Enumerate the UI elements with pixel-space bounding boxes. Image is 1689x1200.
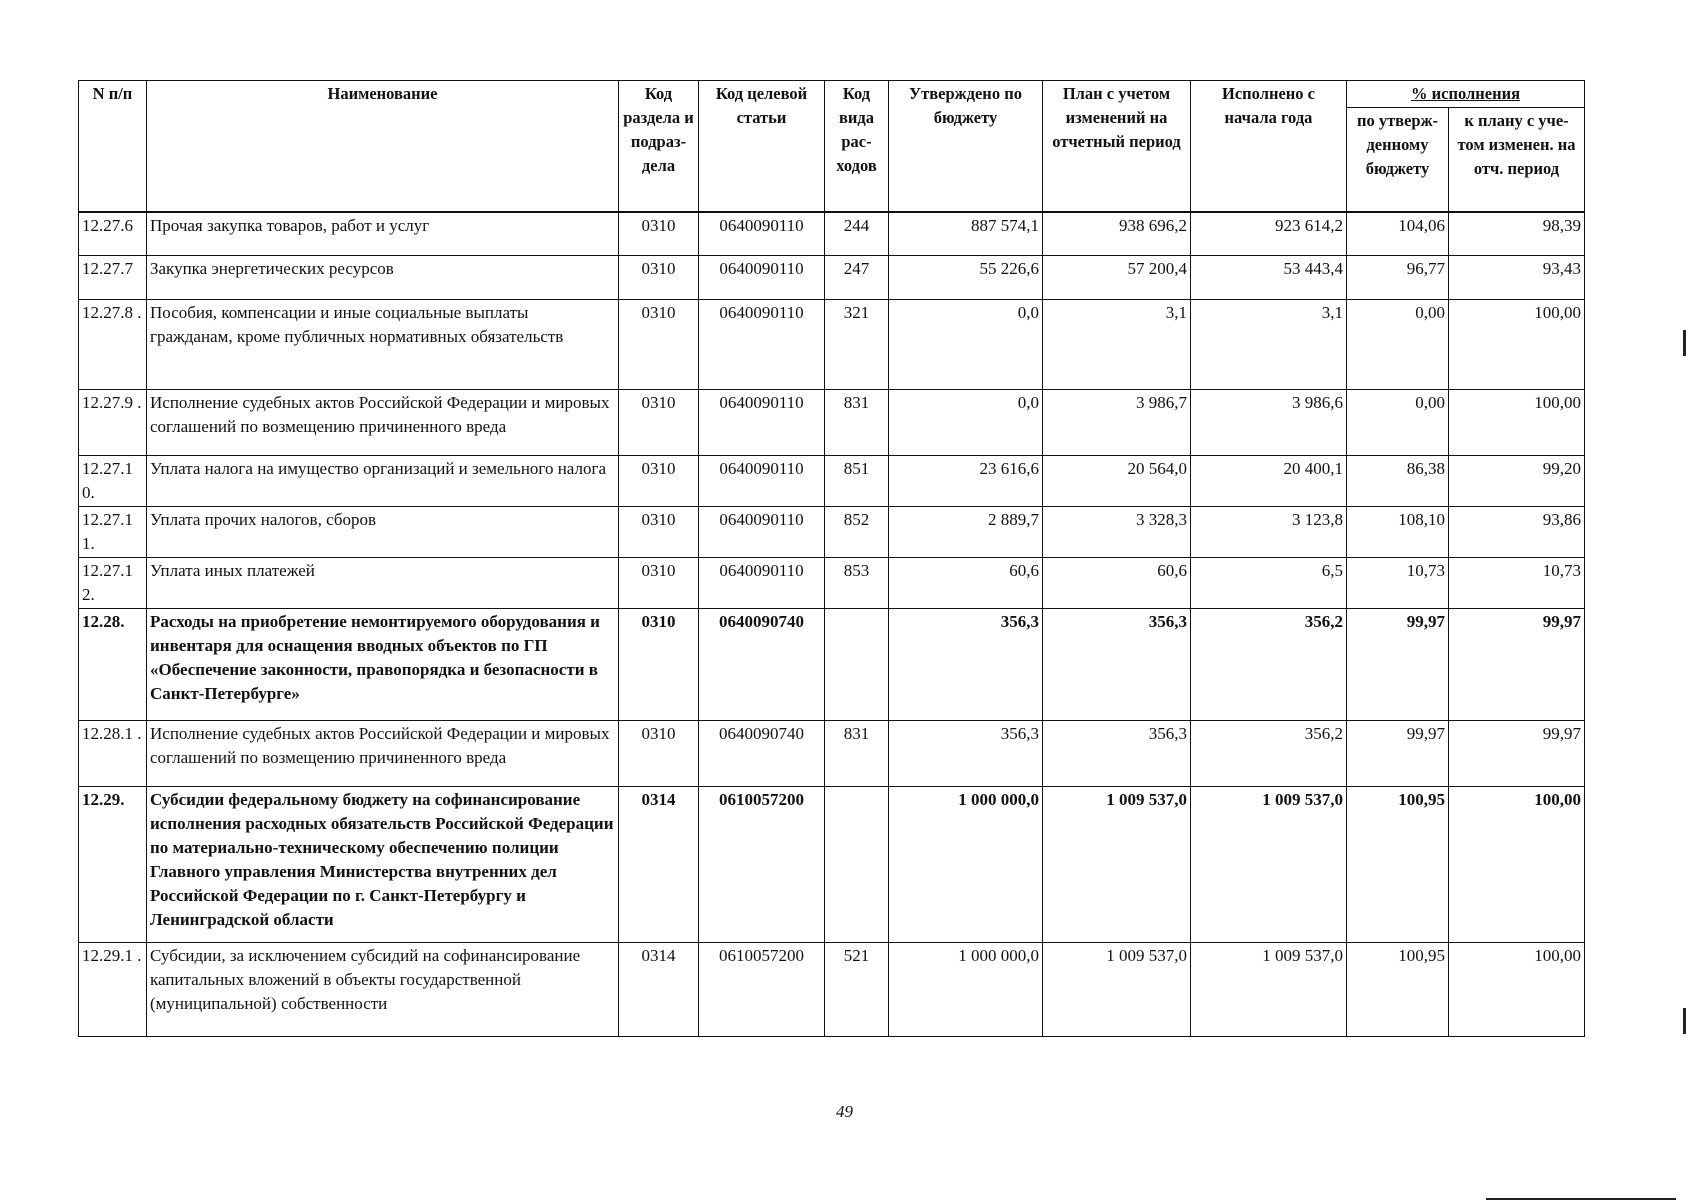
row-section-code: 0310 <box>619 721 699 787</box>
row-plan: 356,3 <box>1043 721 1191 787</box>
row-number: 12.27.1 1. <box>79 507 147 558</box>
row-kind-code: 853 <box>825 558 889 609</box>
table-row <box>79 721 1585 787</box>
row-pct-plan: 99,97 <box>1449 609 1585 721</box>
row-plan: 1 009 537,0 <box>1043 943 1191 1037</box>
row-approved: 0,0 <box>889 390 1043 456</box>
header-approved: Утверждено по бюджету <box>889 81 1043 212</box>
row-number: 12.27.6 <box>79 212 147 256</box>
row-plan: 356,3 <box>1043 609 1191 721</box>
row-name: Прочая закупка товаров, работ и услуг <box>147 212 619 256</box>
row-section-code: 0310 <box>619 507 699 558</box>
row-approved: 1 000 000,0 <box>889 943 1043 1037</box>
row-target-code: 0640090110 <box>699 558 825 609</box>
row-executed: 923 614,2 <box>1191 212 1347 256</box>
row-pct-plan: 100,00 <box>1449 943 1585 1037</box>
row-name: Уплата иных платежей <box>147 558 619 609</box>
row-plan: 3 328,3 <box>1043 507 1191 558</box>
row-approved: 55 226,6 <box>889 256 1043 300</box>
row-kind-code: 321 <box>825 300 889 390</box>
header-pct-group: % исполнения <box>1347 81 1585 108</box>
row-target-code: 0640090110 <box>699 300 825 390</box>
row-executed: 3 123,8 <box>1191 507 1347 558</box>
row-approved: 356,3 <box>889 609 1043 721</box>
header-name: Наименование <box>147 81 619 212</box>
row-section-code: 0310 <box>619 256 699 300</box>
row-plan: 3 986,7 <box>1043 390 1191 456</box>
row-target-code: 0640090110 <box>699 390 825 456</box>
row-target-code: 0640090740 <box>699 609 825 721</box>
table-row <box>79 609 1585 721</box>
row-kind-code: 852 <box>825 507 889 558</box>
row-number: 12.27.9 . <box>79 390 147 456</box>
scan-mark-right-top <box>1683 330 1686 356</box>
header-target-code: Код целевой статьи <box>699 81 825 212</box>
header-executed: Исполнено с начала года <box>1191 81 1347 212</box>
row-pct-budget: 104,06 <box>1347 212 1449 256</box>
row-executed: 356,2 <box>1191 721 1347 787</box>
row-executed: 6,5 <box>1191 558 1347 609</box>
row-executed: 356,2 <box>1191 609 1347 721</box>
row-pct-budget: 99,97 <box>1347 609 1449 721</box>
row-target-code: 0640090110 <box>699 256 825 300</box>
row-executed: 53 443,4 <box>1191 256 1347 300</box>
table-row <box>79 256 1585 300</box>
header-pct-plan: к плану с уче- том изменен. на отч. период <box>1449 108 1585 212</box>
table-body <box>79 212 1585 1037</box>
row-pct-plan: 100,00 <box>1449 390 1585 456</box>
row-kind-code <box>825 609 889 721</box>
table-row <box>79 558 1585 609</box>
row-kind-code <box>825 787 889 943</box>
row-number: 12.27.1 0. <box>79 456 147 507</box>
row-name: Закупка энергетических ресурсов <box>147 256 619 300</box>
row-section-code: 0314 <box>619 943 699 1037</box>
table-row <box>79 507 1585 558</box>
row-name: Уплата прочих налогов, сборов <box>147 507 619 558</box>
table-row <box>79 300 1585 390</box>
row-name: Уплата налога на имущество организаций и земельного налога <box>147 456 619 507</box>
row-pct-budget: 99,97 <box>1347 721 1449 787</box>
row-plan: 3,1 <box>1043 300 1191 390</box>
header-pct-budget: по утверж- денному бюджету <box>1347 108 1449 212</box>
row-kind-code: 244 <box>825 212 889 256</box>
row-name: Субсидии федеральному бюджету на софинансирование исполнения расходных обязательств Российской Федерации по материально-техническому обеспечению полиции Главного управления Министерства внутренних дел Российской Федерации по г. Санкт-Петербургу и Ленинградской области <box>147 787 619 943</box>
row-approved: 2 889,7 <box>889 507 1043 558</box>
table-row <box>79 943 1585 1037</box>
row-executed: 20 400,1 <box>1191 456 1347 507</box>
row-executed: 3,1 <box>1191 300 1347 390</box>
row-number: 12.28.1 . <box>79 721 147 787</box>
row-kind-code: 851 <box>825 456 889 507</box>
row-plan: 1 009 537,0 <box>1043 787 1191 943</box>
row-pct-plan: 99,97 <box>1449 721 1585 787</box>
budget-execution-table <box>78 80 1585 1037</box>
row-approved: 887 574,1 <box>889 212 1043 256</box>
row-approved: 60,6 <box>889 558 1043 609</box>
row-section-code: 0310 <box>619 212 699 256</box>
row-plan: 938 696,2 <box>1043 212 1191 256</box>
row-plan: 57 200,4 <box>1043 256 1191 300</box>
table-row <box>79 390 1585 456</box>
row-approved: 1 000 000,0 <box>889 787 1043 943</box>
scan-mark-right-bottom <box>1683 1008 1686 1034</box>
row-target-code: 0610057200 <box>699 943 825 1037</box>
header-kind-code: Код вида рас- ходов <box>825 81 889 212</box>
row-pct-plan: 93,43 <box>1449 256 1585 300</box>
row-name: Исполнение судебных актов Российской Федерации и мировых соглашений по возмещению причиненного вреда <box>147 390 619 456</box>
row-approved: 356,3 <box>889 721 1043 787</box>
row-kind-code: 831 <box>825 721 889 787</box>
row-name: Расходы на приобретение немонтируемого оборудования и инвентаря для оснащения вводных объектов по ГП «Обеспечение законности, правопорядка и безопасности в Санкт-Петербурге» <box>147 609 619 721</box>
row-pct-plan: 100,00 <box>1449 300 1585 390</box>
row-kind-code: 521 <box>825 943 889 1037</box>
row-pct-budget: 0,00 <box>1347 300 1449 390</box>
row-pct-budget: 96,77 <box>1347 256 1449 300</box>
row-section-code: 0310 <box>619 558 699 609</box>
row-target-code: 0640090110 <box>699 212 825 256</box>
row-name: Субсидии, за исключением субсидий на софинансирование капитальных вложений в объекты государственной (муниципальной) собственности <box>147 943 619 1037</box>
row-section-code: 0314 <box>619 787 699 943</box>
row-kind-code: 247 <box>825 256 889 300</box>
row-number: 12.29. <box>79 787 147 943</box>
header-section-code: Код раздела и подраз- дела <box>619 81 699 212</box>
row-plan: 60,6 <box>1043 558 1191 609</box>
row-target-code: 0640090110 <box>699 456 825 507</box>
row-pct-budget: 100,95 <box>1347 943 1449 1037</box>
row-section-code: 0310 <box>619 300 699 390</box>
row-pct-budget: 108,10 <box>1347 507 1449 558</box>
row-target-code: 0640090110 <box>699 507 825 558</box>
header-np: N п/п <box>79 81 147 212</box>
row-number: 12.29.1 . <box>79 943 147 1037</box>
row-target-code: 0610057200 <box>699 787 825 943</box>
table-row <box>79 456 1585 507</box>
row-executed: 1 009 537,0 <box>1191 943 1347 1037</box>
row-pct-budget: 10,73 <box>1347 558 1449 609</box>
row-number: 12.28. <box>79 609 147 721</box>
row-pct-budget: 0,00 <box>1347 390 1449 456</box>
row-pct-plan: 98,39 <box>1449 212 1585 256</box>
row-section-code: 0310 <box>619 390 699 456</box>
row-target-code: 0640090740 <box>699 721 825 787</box>
row-number: 12.27.7 <box>79 256 147 300</box>
page-number: 49 <box>836 1102 853 1121</box>
row-section-code: 0310 <box>619 456 699 507</box>
row-plan: 20 564,0 <box>1043 456 1191 507</box>
row-name: Исполнение судебных актов Российской Федерации и мировых соглашений по возмещению причиненного вреда <box>147 721 619 787</box>
row-pct-plan: 93,86 <box>1449 507 1585 558</box>
row-executed: 3 986,6 <box>1191 390 1347 456</box>
row-section-code: 0310 <box>619 609 699 721</box>
row-number: 12.27.8 . <box>79 300 147 390</box>
header-plan: План с учетом изменений на отчетный период <box>1043 81 1191 212</box>
row-pct-budget: 100,95 <box>1347 787 1449 943</box>
row-name: Пособия, компенсации и иные социальные выплаты гражданам, кроме публичных нормативных обязательств <box>147 300 619 390</box>
row-executed: 1 009 537,0 <box>1191 787 1347 943</box>
row-pct-plan: 100,00 <box>1449 787 1585 943</box>
row-pct-plan: 10,73 <box>1449 558 1585 609</box>
table-row <box>79 787 1585 943</box>
table-row <box>79 212 1585 256</box>
row-approved: 0,0 <box>889 300 1043 390</box>
row-kind-code: 831 <box>825 390 889 456</box>
row-pct-plan: 99,20 <box>1449 456 1585 507</box>
row-number: 12.27.1 2. <box>79 558 147 609</box>
row-pct-budget: 86,38 <box>1347 456 1449 507</box>
row-approved: 23 616,6 <box>889 456 1043 507</box>
